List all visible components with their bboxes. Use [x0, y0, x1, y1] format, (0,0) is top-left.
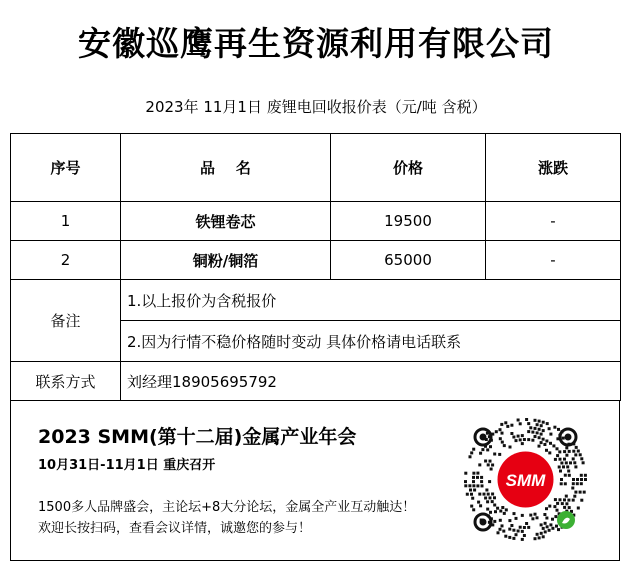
row-no: 2 — [11, 241, 121, 280]
header-price: 价格 — [331, 134, 486, 202]
price-list-subtitle: 2023年 11月1日 废锂电回收报价表（元/吨 含税） — [145, 98, 487, 116]
ad-title: 2023 SMM(第十二届)金属产业年会 — [38, 426, 357, 448]
row-name: 铜粉/铜箔 — [121, 241, 331, 280]
remark-1: 1.以上报价为含税报价 — [121, 280, 621, 321]
row-no: 1 — [11, 202, 121, 241]
row-change: - — [486, 241, 621, 280]
table-row — [11, 241, 621, 280]
contact-label: 联系方式 — [11, 362, 121, 401]
remarks-row — [11, 280, 621, 321]
company-title: 安徽巡鹰再生资源利用有限公司 — [78, 24, 554, 63]
table-row — [11, 202, 621, 241]
contact-value: 刘经理18905695792 — [121, 362, 621, 401]
table-header-row — [11, 134, 621, 202]
mini-program-qr-code[interactable] — [463, 417, 588, 542]
contact-row — [11, 362, 621, 401]
row-name: 铁锂卷芯 — [121, 202, 331, 241]
header-change: 涨跌 — [486, 134, 621, 202]
row-change: - — [486, 202, 621, 241]
header-no: 序号 — [11, 134, 121, 202]
row-price: 19500 — [331, 202, 486, 241]
ad-line-1: 1500多人品牌盛会，主论坛+8大分论坛，金属全产业互动触达！ — [38, 500, 416, 515]
header-name: 品 名 — [121, 134, 331, 202]
price-table — [10, 133, 621, 401]
row-price: 65000 — [331, 241, 486, 280]
conference-ad — [10, 400, 620, 561]
remark-2: 2.因为行情不稳价格随时变动 具体价格请电话联系 — [121, 321, 621, 362]
ad-date: 10月31日-11月1日 重庆召开 — [38, 458, 216, 473]
smm-logo-text: SMM — [505, 471, 546, 490]
remarks-label: 备注 — [11, 280, 121, 362]
ad-line-2: 欢迎长按扫码，查看会议详情，诚邀您的参与！ — [38, 521, 312, 536]
